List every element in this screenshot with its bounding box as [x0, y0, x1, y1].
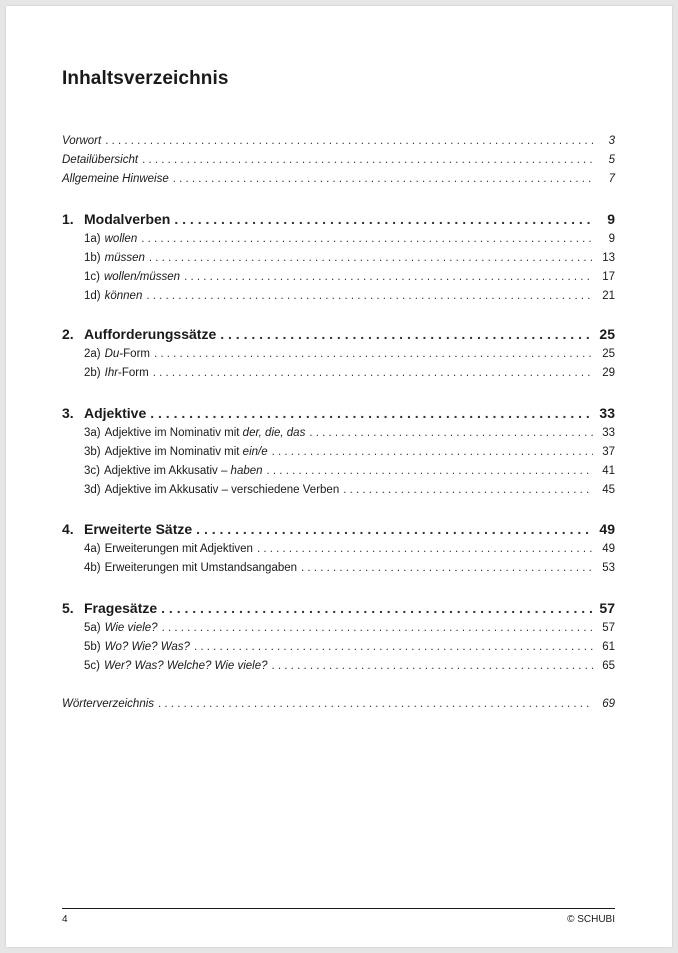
dot-leader — [272, 443, 593, 461]
dot-leader — [257, 540, 593, 558]
chapter-page: 57 — [599, 600, 615, 616]
sub-label: Erweiterungen mit Adjektiven — [104, 543, 253, 555]
dot-leader — [162, 619, 593, 637]
sub-code: 5b) — [84, 641, 101, 653]
sub-page: 21 — [602, 290, 615, 302]
toc-entry-3c[interactable] — [62, 462, 615, 480]
chapter-page: 33 — [599, 405, 615, 421]
dot-leader — [146, 287, 593, 305]
sub-label: Erweiterungen mit Umstandsangaben — [104, 562, 298, 574]
chapter-number: 3. — [62, 405, 74, 421]
dot-leader — [272, 657, 593, 675]
sub-page: 57 — [602, 622, 615, 634]
sub-code: 1a) — [84, 233, 101, 245]
sub-page: 65 — [602, 660, 615, 672]
toc-entry-1c[interactable] — [62, 268, 615, 286]
sub-label: Ihr-Form — [104, 367, 149, 379]
sub-code: 3b) — [84, 446, 101, 458]
toc-chapter-3[interactable] — [62, 403, 615, 423]
toc-entry-label: Wörterverzeichnis — [62, 698, 155, 710]
toc-entry-page: 7 — [608, 173, 615, 185]
dot-leader — [174, 209, 593, 229]
dot-leader — [142, 151, 593, 169]
footer-publisher: © SCHUBI — [567, 914, 615, 925]
toc-entry-5c[interactable] — [62, 657, 615, 675]
dot-leader — [141, 230, 593, 248]
chapter-page: 25 — [599, 326, 615, 342]
toc-entry-3a[interactable] — [62, 424, 615, 442]
toc-entry-3d[interactable] — [62, 481, 615, 499]
footer-divider — [62, 908, 615, 909]
toc-entry-label: Allgemeine Hinweise — [62, 173, 169, 185]
chapter-title: Modalverben — [84, 211, 171, 227]
toc-chapter-5[interactable] — [62, 598, 615, 618]
sub-code: 1b) — [84, 252, 101, 264]
toc-chapter-2[interactable] — [62, 324, 615, 344]
sub-page: 49 — [602, 543, 615, 555]
sub-label: Du-Form — [104, 348, 150, 360]
sub-label: Wo? Wie? Was? — [104, 641, 190, 653]
dot-leader — [154, 345, 593, 363]
dot-leader — [150, 403, 593, 423]
toc-entry-4a[interactable] — [62, 540, 615, 558]
chapter-number: 4. — [62, 521, 74, 537]
toc-entry-1d[interactable] — [62, 287, 615, 305]
sub-page: 45 — [602, 484, 615, 496]
chapter-number: 2. — [62, 326, 74, 342]
toc-chapter-4[interactable] — [62, 519, 615, 539]
sub-label: Adjektive im Akkusativ – haben — [103, 465, 263, 477]
chapter-number: 5. — [62, 600, 74, 616]
sub-code: 5c) — [84, 660, 100, 672]
sub-code: 1d) — [84, 290, 101, 302]
sub-label: Adjektive im Akkusativ – verschiedene Verben — [104, 484, 340, 496]
toc-entry-allgemeine-hinweise[interactable] — [62, 170, 615, 188]
sub-code: 3d) — [84, 484, 101, 496]
dot-leader — [105, 132, 593, 150]
sub-page: 41 — [602, 465, 615, 477]
dot-leader — [184, 268, 593, 286]
sub-label: wollen — [104, 233, 138, 245]
toc-entry-1a[interactable] — [62, 230, 615, 248]
chapter-page: 49 — [599, 521, 615, 537]
sub-label: müssen — [104, 252, 145, 264]
chapter-title: Adjektive — [84, 405, 147, 421]
dot-leader — [173, 170, 593, 188]
sub-code: 4a) — [84, 543, 101, 555]
sub-code: 3c) — [84, 465, 100, 477]
dot-leader — [161, 598, 593, 618]
toc-entry-label: Vorwort — [62, 135, 102, 147]
dot-leader — [309, 424, 593, 442]
toc-entry-detailuebersicht[interactable] — [62, 151, 615, 169]
sub-code: 1c) — [84, 271, 100, 283]
dot-leader — [149, 249, 593, 267]
dot-leader — [196, 519, 593, 539]
toc-entry-page: 3 — [608, 135, 615, 147]
sub-page: 17 — [602, 271, 615, 283]
sub-page: 53 — [602, 562, 615, 574]
chapter-number: 1. — [62, 211, 74, 227]
toc-chapter-1[interactable] — [62, 209, 615, 229]
toc-entry-3b[interactable] — [62, 443, 615, 461]
sub-page: 9 — [608, 233, 615, 245]
chapter-page: 9 — [607, 211, 615, 227]
chapter-title: Aufforderungssätze — [84, 326, 217, 342]
dot-leader — [194, 638, 593, 656]
sub-code: 4b) — [84, 562, 101, 574]
toc-entry-label: Detailübersicht — [62, 154, 139, 166]
dot-leader — [153, 364, 593, 382]
sub-page: 29 — [602, 367, 615, 379]
dot-leader — [158, 695, 593, 713]
dot-leader — [220, 324, 593, 344]
toc-entry-woerterverzeichnis[interactable] — [62, 695, 615, 713]
sub-page: 61 — [602, 641, 615, 653]
toc-entry-2a[interactable] — [62, 345, 615, 363]
toc-entry-2b[interactable] — [62, 364, 615, 382]
toc-entry-5b[interactable] — [62, 638, 615, 656]
sub-label: können — [104, 290, 143, 302]
sub-label: Wie viele? — [104, 622, 158, 634]
sub-page: 13 — [602, 252, 615, 264]
dot-leader — [267, 462, 593, 480]
toc-entry-4b[interactable] — [62, 559, 615, 577]
sub-label: Adjektive im Nominativ mit der, die, das — [104, 427, 306, 439]
toc-entry-5a[interactable] — [62, 619, 615, 637]
toc-entry-vorwort[interactable] — [62, 132, 615, 150]
footer-page-number: 4 — [62, 914, 68, 925]
dot-leader — [343, 481, 593, 499]
sub-code: 3a) — [84, 427, 101, 439]
sub-label: Wer? Was? Welche? Wie viele? — [103, 660, 268, 672]
sub-label: wollen/müssen — [103, 271, 181, 283]
page-title: Inhaltsverzeichnis — [62, 68, 229, 89]
dot-leader — [301, 559, 593, 577]
sub-page: 33 — [602, 427, 615, 439]
sub-page: 25 — [602, 348, 615, 360]
chapter-title: Erweiterte Sätze — [84, 521, 193, 537]
sub-code: 2b) — [84, 367, 101, 379]
sub-code: 5a) — [84, 622, 101, 634]
sub-page: 37 — [602, 446, 615, 458]
chapter-title: Fragesätze — [84, 600, 158, 616]
document-page — [6, 6, 672, 947]
toc-entry-page: 5 — [608, 154, 615, 166]
toc-entry-page: 69 — [602, 698, 615, 710]
toc-entry-1b[interactable] — [62, 249, 615, 267]
sub-label: Adjektive im Nominativ mit ein/e — [104, 446, 268, 458]
sub-code: 2a) — [84, 348, 101, 360]
